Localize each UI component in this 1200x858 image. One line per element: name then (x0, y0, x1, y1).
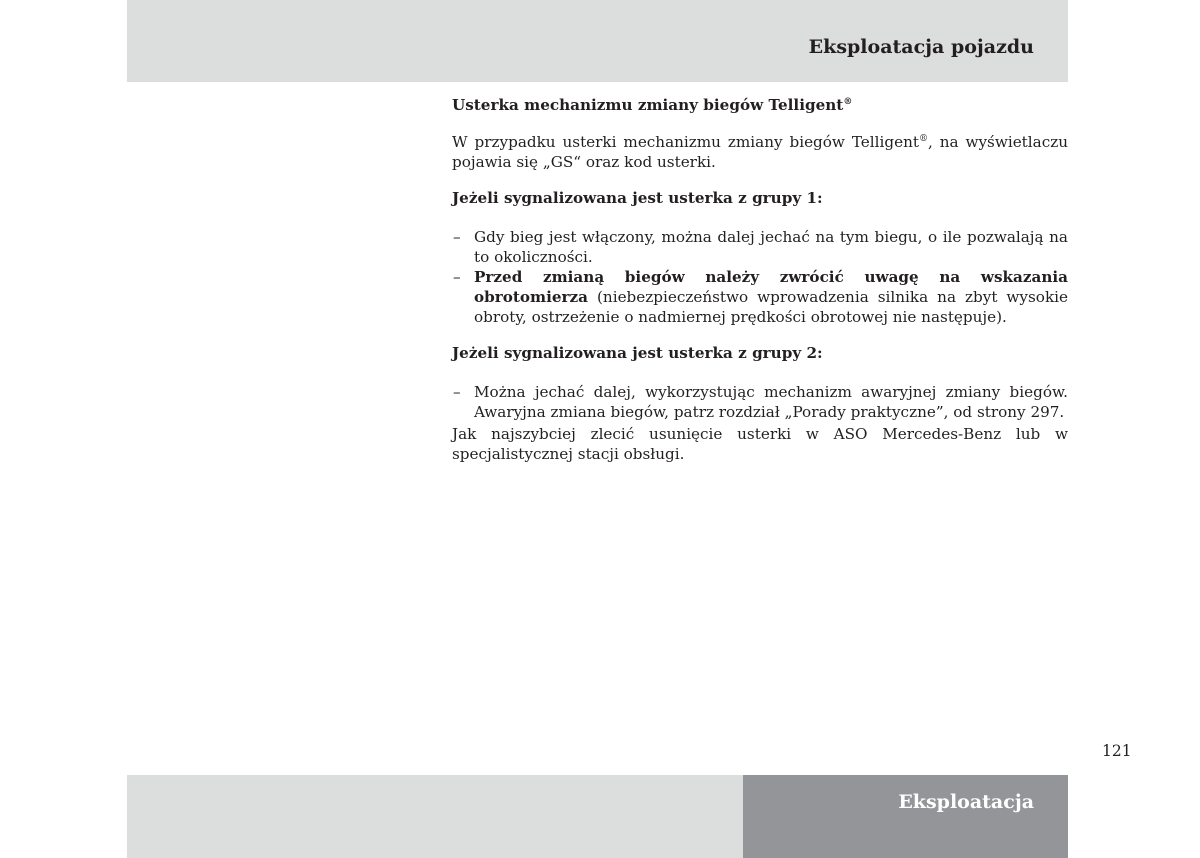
article-title (452, 95, 1068, 115)
list-item-text: (niebezpieczeństwo wprowadzenia silnika na zbyt wysokie obroty, ostrzeżenie o nadmiernej prędkości obrotowej nie następuje). (474, 288, 1068, 326)
group1-heading: Jeżeli sygnalizowana jest usterka z grupy 1: (452, 189, 823, 207)
header-band (127, 0, 1068, 82)
list-item-text: Można jechać dalej, wykorzystując mechanizm awaryjnej zmiany biegów. Awaryjna zmiana biegów, patrz rozdział „Porady praktyczne”, od strony 297. (474, 383, 1068, 421)
intro-text-part1: W przypadku usterki mechanizmu zmiany biegów Telligent (452, 133, 919, 151)
article-title-text: Usterka mechanizmu zmiany biegów Telligent (452, 96, 844, 114)
intro-paragraph (452, 132, 1068, 172)
list-item-text: Gdy bieg jest włączony, można dalej jechać na tym biegu, o ile pozwalają na to okoliczności. (474, 228, 1068, 266)
list-item-emphasis: Przed zmianą biegów należy zwrócić uwagę na wskazania obrotomierza (474, 268, 1068, 306)
intro-text-part2: , na wyświetlaczu pojawia się „GS“ oraz kod usterki. (452, 133, 1068, 171)
list-item (452, 227, 1068, 267)
article-content (452, 95, 1068, 464)
registered-mark: ® (843, 97, 853, 107)
group1-list (452, 227, 1068, 327)
closing-paragraph: Jak najszybciej zlecić usunięcie usterki w ASO Mercedes-Benz lub w specjalistycznej stacji obsługi. (452, 425, 1068, 463)
section-title: Eksploatacja pojazdu (808, 36, 1034, 58)
dash-marker: – (453, 268, 461, 286)
dash-marker: – (453, 383, 461, 401)
list-item (452, 267, 1068, 327)
group2-heading: Jeżeli sygnalizowana jest usterka z grupy 2: (452, 344, 823, 362)
footer-section-tab (743, 775, 1068, 858)
footer-tab-label: Eksploatacja (898, 791, 1034, 813)
dash-marker: – (453, 228, 461, 246)
page-number: 121 (1102, 742, 1132, 760)
registered-mark: ® (918, 134, 928, 144)
list-item (452, 382, 1068, 422)
footer-band (127, 775, 743, 858)
group2-list (452, 382, 1068, 422)
